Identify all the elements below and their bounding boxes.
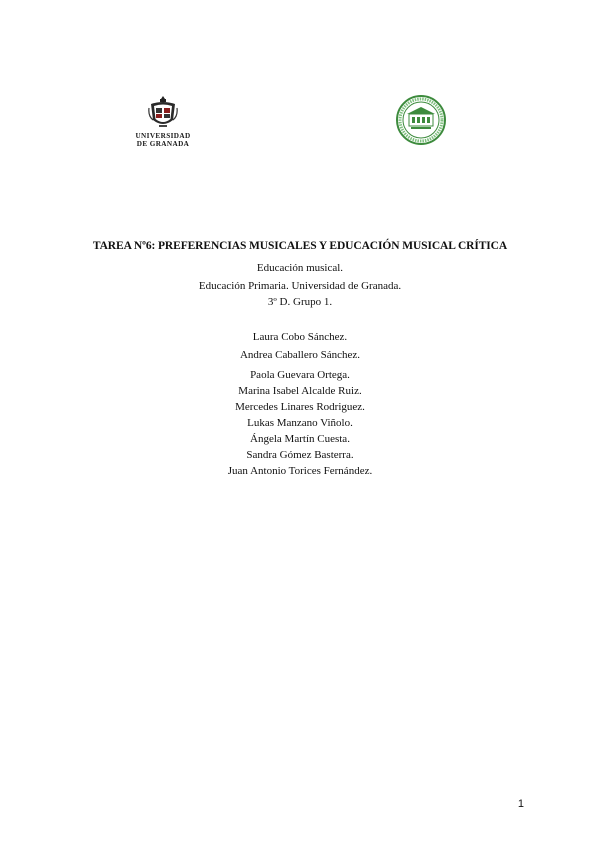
subject-line: Educación musical. xyxy=(256,262,344,274)
author-name: Andrea Caballero Sánchez. xyxy=(239,349,361,361)
document-title: TAREA Nº6: PREFERENCIAS MUSICALES Y EDUCACIÓN MUSICAL CRÍTICA xyxy=(92,240,508,252)
coat-of-arms-icon xyxy=(148,94,178,132)
author-name: Ángela Martín Cuesta. xyxy=(250,433,350,445)
author-name: Marina Isabel Alcalde Ruiz. xyxy=(238,385,362,397)
author-name: Lukas Manzano Viñolo. xyxy=(247,417,353,429)
university-name-line1: UNIVERSIDAD xyxy=(135,132,191,140)
university-name-line2: DE GRANADA xyxy=(136,140,190,148)
author-name: Mercedes Linares Rodriguez. xyxy=(235,401,365,413)
program-line: Educación Primaria. Universidad de Granada. xyxy=(198,280,402,292)
author-name: Juan Antonio Torices Fernández. xyxy=(227,465,373,477)
faculty-seal-icon xyxy=(395,94,447,146)
author-name: Sandra Gómez Basterra. xyxy=(246,449,354,461)
university-logo xyxy=(130,94,196,156)
faculty-logo xyxy=(395,94,447,146)
author-name: Paola Guevara Ortega. xyxy=(250,369,350,381)
page-number: 1 xyxy=(517,798,524,810)
author-name: Laura Cobo Sánchez. xyxy=(252,331,348,343)
group-line: 3º D. Grupo 1. xyxy=(267,296,333,308)
